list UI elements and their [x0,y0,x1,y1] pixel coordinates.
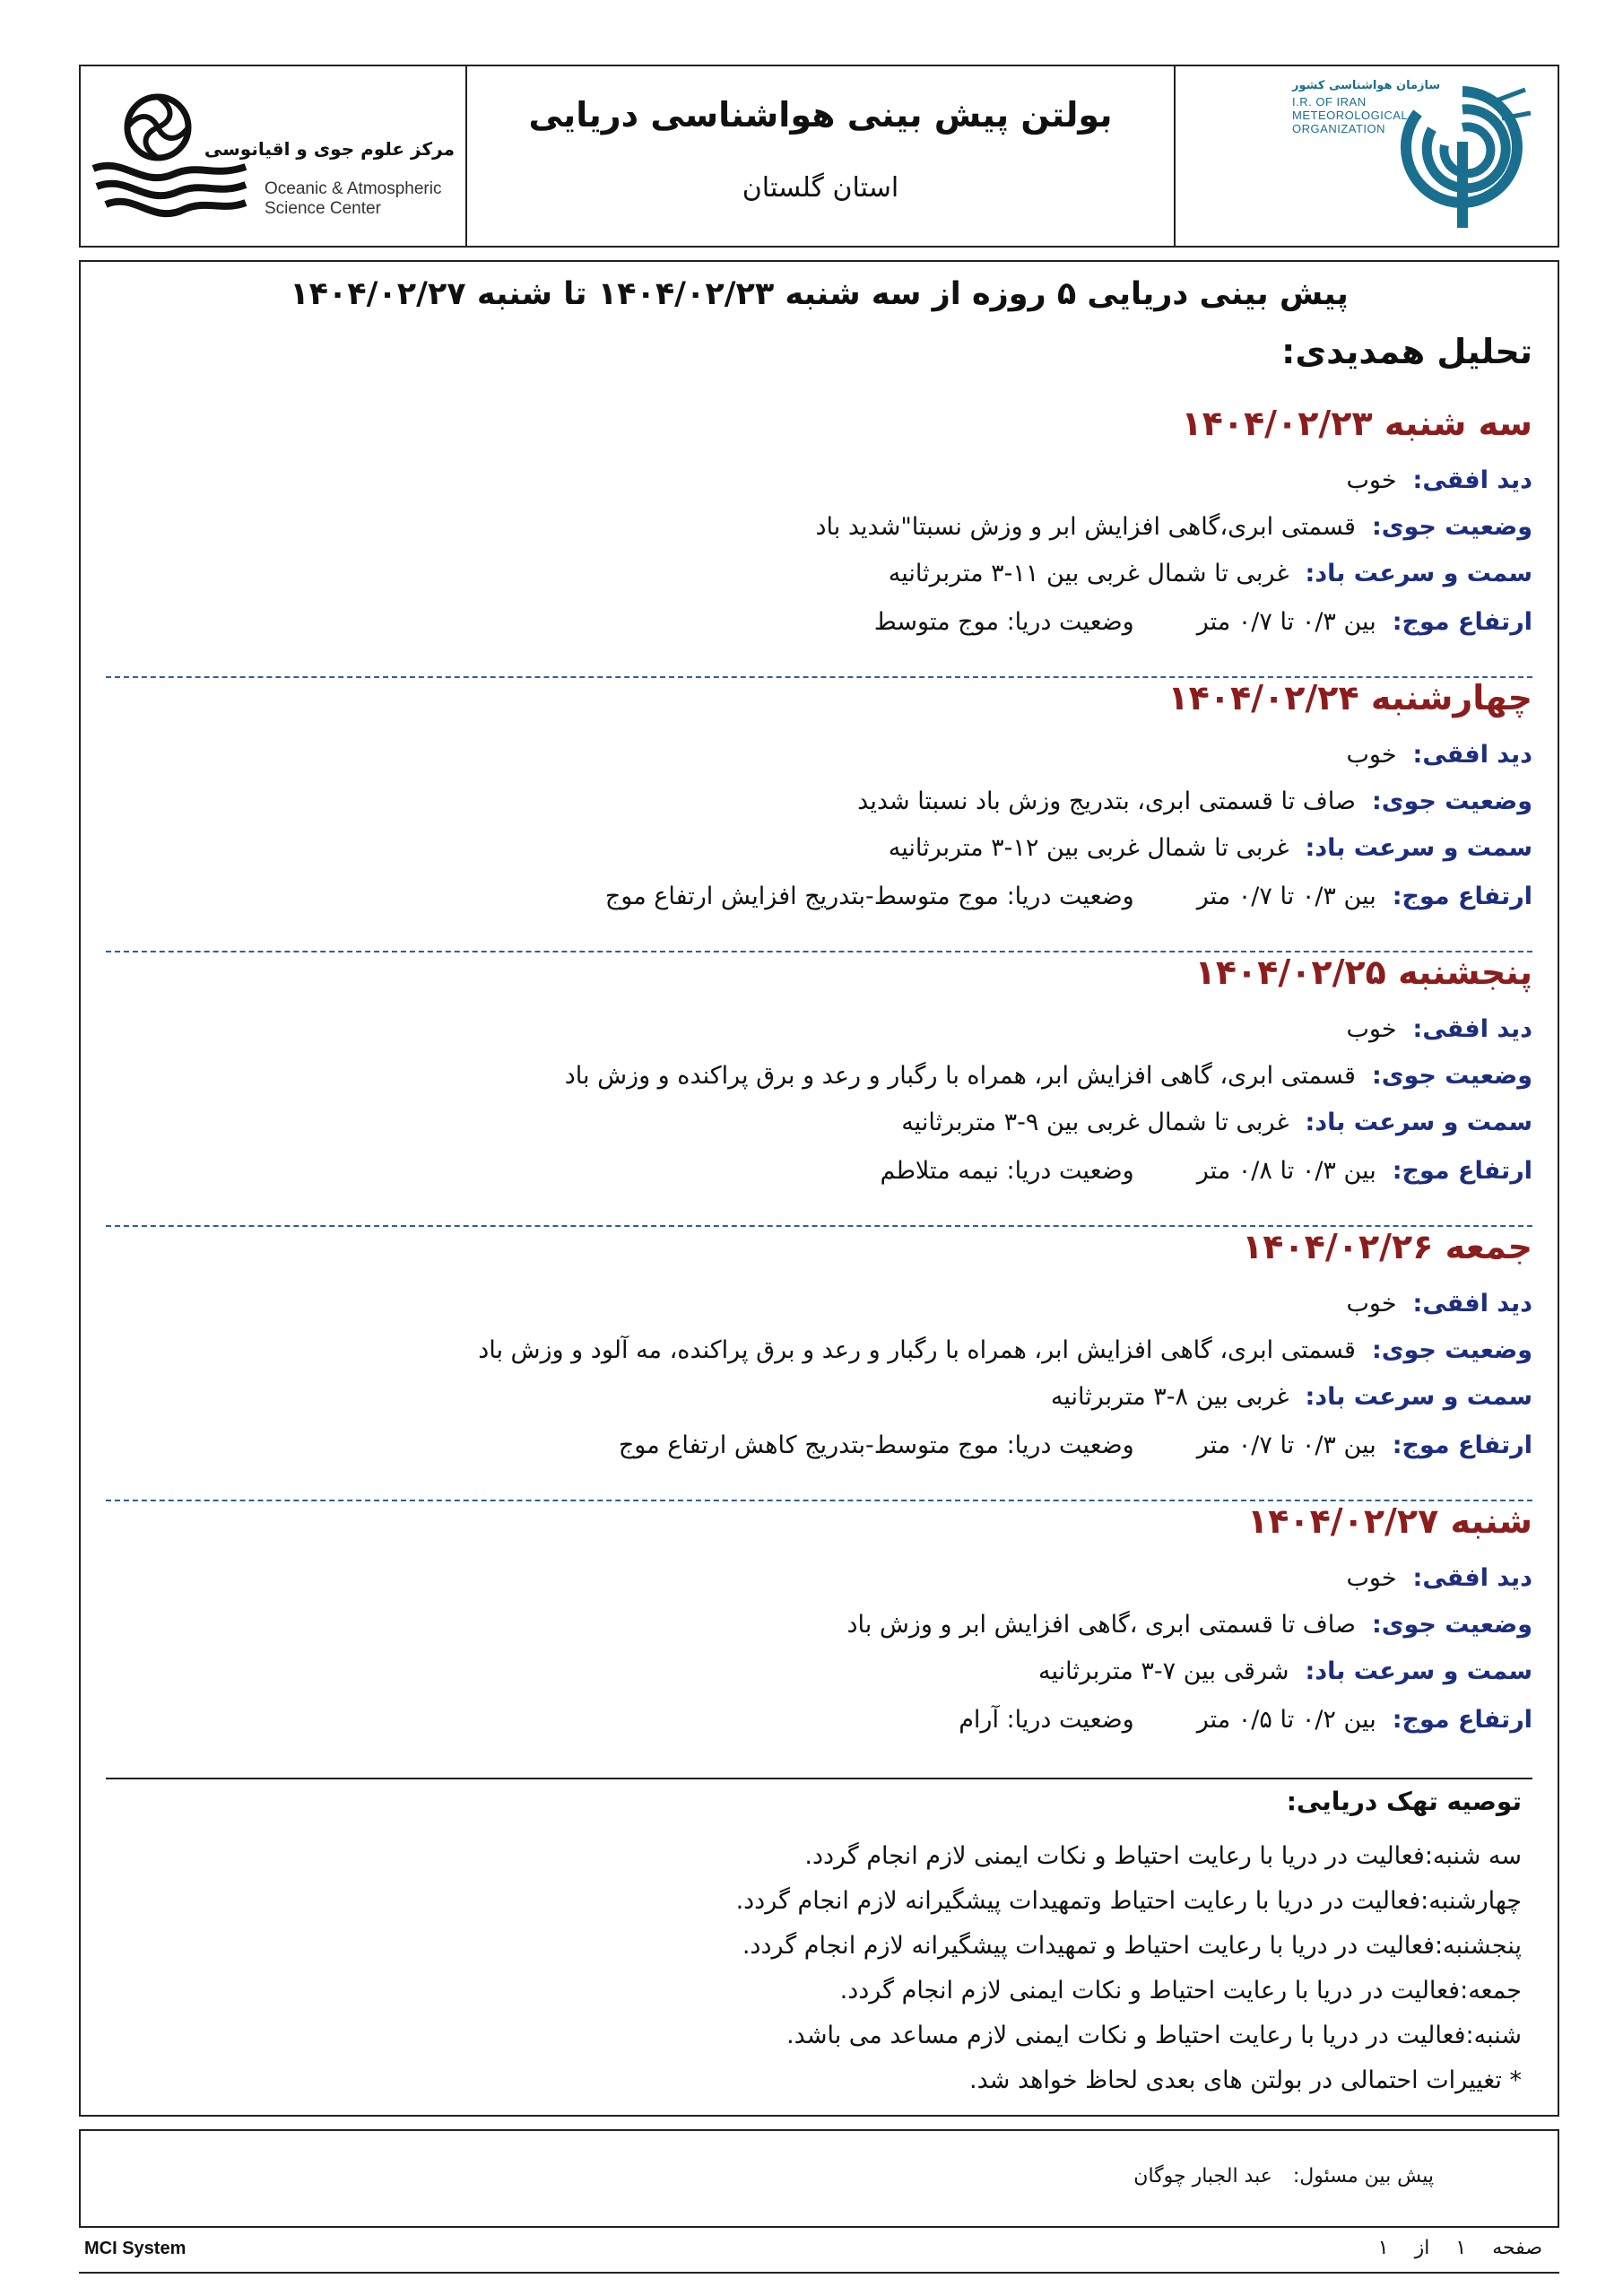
wave-label: ارتفاع موج: [1392,1431,1532,1459]
weather-label: وضعیت جوی: [1371,1611,1532,1639]
forecaster-line [1133,2165,1434,2187]
wind-label: سمت و سرعت باد: [1305,1109,1532,1136]
day-block [106,1227,1532,1501]
wave-row [874,608,1532,636]
right-logo-name-en-line2: METEOROLOGICAL [1292,109,1409,122]
wave-value: بین ۰/۳ تا ۰/۷ متر [1196,1431,1376,1459]
day-title: پنجشنبه ۱۴۰۴/۰۲/۲۵ [1194,952,1532,992]
visibility-row [1346,466,1532,494]
left-logo-name-en-line1: Oceanic & Atmospheric [265,179,442,198]
weather-value: قسمتی ابری،گاهی افزایش ابر و وزش نسبتا"شدید باد [815,513,1356,541]
visibility-value: خوب [1346,1015,1397,1043]
weather-row [857,787,1532,815]
visibility-value: خوب [1346,741,1397,769]
weather-value: صاف تا قسمتی ابری، بتدریج وزش باد نسبتا شدید [857,787,1356,815]
left-logo-name-fa: مرکز علوم جوی و اقیانوسی [204,138,455,160]
visibility-value: خوب [1346,466,1397,494]
visibility-row [1346,741,1532,769]
page-number: ۱ [1455,2237,1467,2259]
forecaster-name: عبد الجبار چوگان [1133,2165,1272,2187]
synoptic-analysis-heading: تحلیل همدیدی: [1281,332,1532,371]
sea-state-value: وضعیت دریا: موج متوسط-بتدریج کاهش ارتفاع موج [618,1431,1134,1459]
advisory-line: سه شنبه:فعالیت در دریا با رعایت احتیاط و نکات ایمنی لازم انجام گردد. [804,1842,1522,1870]
visibility-label: دید افقی: [1412,466,1532,494]
wave-row [619,1431,1532,1459]
wind-value: غربی تا شمال غربی بین ۱۱-۳ متربرثانیه [888,560,1289,587]
weather-label: وضعیت جوی: [1371,787,1532,815]
weather-value: قسمتی ابری، گاهی افزایش ابر، همراه با رگبار و رعد و برق پراکنده و وزش باد [564,1062,1356,1090]
advisory-heading: توصیه تهک دریایی: [1286,1787,1522,1816]
wave-label: ارتفاع موج: [1392,883,1532,910]
visibility-row [1346,1290,1532,1318]
wind-row [889,834,1532,862]
right-logo-name-en-line3: ORGANIZATION [1292,122,1386,135]
sea-state-value: وضعیت دریا: موج متوسط [873,608,1134,636]
advisory-note: * تغییرات احتمالی در بولتن های بعدی لحاظ خواهد شد. [969,2066,1522,2094]
advisory-line: شنبه:فعالیت در دریا با رعایت احتیاط و نکات ایمنی لازم مساعد می باشد. [786,2022,1522,2049]
wind-value: غربی بین ۸-۳ متربرثانیه [1050,1383,1289,1411]
day-block [106,1501,1532,1776]
wave-row [605,883,1532,910]
wind-label: سمت و سرعت باد: [1305,834,1532,862]
title-cell [465,66,1174,246]
oceanic-atmospheric-logo [81,66,465,246]
weather-row [565,1062,1532,1090]
page-indicator [1358,2237,1542,2259]
bulletin-title: بولتن پیش بینی هواشناسی دریایی [528,95,1113,135]
system-name: MCI System [84,2239,187,2258]
day-block [106,678,1532,952]
weather-value: صاف تا قسمتی ابری ،گاهی افزایش ابر و وزش باد [846,1611,1356,1639]
day-title: سه شنبه ۱۴۰۴/۰۲/۲۳ [1181,404,1532,443]
wind-row [1051,1383,1532,1411]
wave-value: بین ۰/۳ تا ۰/۸ متر [1196,1157,1376,1185]
day-title: جمعه ۱۴۰۴/۰۲/۲۶ [1242,1227,1532,1266]
wave-label: ارتفاع موج: [1392,1157,1532,1185]
sea-state-value: وضعیت دریا: موج متوسط-بتدریج افزایش ارتفاع موج [604,883,1134,910]
advisory-divider [106,1778,1532,1779]
advisory-line: جمعه:فعالیت در دریا با رعایت احتیاط و نکات ایمنی لازم انجام گردد. [839,1977,1522,2005]
province-name: استان گلستان [742,172,899,204]
visibility-row [1346,1564,1532,1592]
forecast-body [79,260,1559,2117]
wave-row [880,1157,1532,1185]
left-logo-name-en [265,179,441,219]
wave-value: بین ۰/۲ تا ۰/۵ متر [1196,1706,1376,1734]
wind-label: سمت و سرعت باد: [1305,1657,1532,1685]
weather-label: وضعیت جوی: [1371,1336,1532,1364]
wind-row [901,1109,1532,1136]
weather-row [478,1336,1532,1364]
weather-row [816,513,1532,541]
meteorological-emblem-icon [1391,74,1534,244]
visibility-row [1346,1015,1532,1043]
sea-state-value: وضعیت دریا: نیمه متلاطم [880,1157,1134,1185]
day-title: شنبه ۱۴۰۴/۰۲/۲۷ [1247,1501,1532,1541]
wave-value: بین ۰/۳ تا ۰/۷ متر [1196,608,1376,636]
wave-value: بین ۰/۳ تا ۰/۷ متر [1196,883,1376,910]
visibility-value: خوب [1346,1564,1397,1592]
wind-value: غربی تا شمال غربی بین ۱۲-۳ متربرثانیه [888,834,1289,862]
visibility-label: دید افقی: [1412,1015,1532,1043]
visibility-label: دید افقی: [1412,1290,1532,1318]
wind-value: غربی تا شمال غربی بین ۹-۳ متربرثانیه [901,1109,1289,1136]
wind-row [889,560,1532,587]
wave-label: ارتفاع موج: [1392,1706,1532,1734]
right-logo-name-en-line1: I.R. OF IRAN [1292,95,1367,109]
visibility-label: دید افقی: [1412,741,1532,769]
wind-value: شرقی بین ۷-۳ متربرثانیه [1037,1657,1289,1685]
header-box [79,65,1559,248]
weather-label: وضعیت جوی: [1371,1062,1532,1090]
visibility-value: خوب [1346,1290,1397,1318]
page-word: صفحه [1492,2237,1542,2259]
forecaster-label: پیش بین مسئول: [1292,2165,1434,2187]
wind-label: سمت و سرعت باد: [1305,1383,1532,1411]
wave-label: ارتفاع موج: [1392,608,1532,636]
day-block [106,952,1532,1227]
day-title: چهارشنبه ۱۴۰۴/۰۲/۲۴ [1167,678,1532,718]
visibility-label: دید افقی: [1412,1564,1532,1592]
wind-row [1038,1657,1532,1685]
day-block [106,404,1532,678]
forecaster-box [79,2129,1559,2228]
advisory-line: پنجشنبه:فعالیت در دریا با رعایت احتیاط و تمهیدات پیشگیرانه لازم انجام گردد. [742,1932,1522,1960]
right-logo-name-fa: سازمان هواشناسی کشور [1292,79,1441,92]
left-logo-name-en-line2: Science Center [265,199,381,218]
wind-label: سمت و سرعت باد: [1305,560,1532,587]
forecast-period-title: پیش بینی دریایی ۵ روزه از سه شنبه ۱۴۰۴/۰۲/۲۳ تا شنبه ۱۴۰۴/۰۲/۲۷ [290,276,1349,312]
advisory-line: چهارشنبه:فعالیت در دریا با رعایت احتیاط وتمهیدات پیشگیرانه لازم انجام گردد. [735,1887,1522,1915]
footer-divider [79,2272,1559,2274]
weather-value: قسمتی ابری، گاهی افزایش ابر، همراه با رگبار و رعد و برق پراکنده، مه آلود و وزش باد [478,1336,1356,1364]
weather-row [846,1611,1532,1639]
of-word: از [1414,2237,1430,2259]
page-total: ۱ [1377,2237,1389,2259]
weather-label: وضعیت جوی: [1371,513,1532,541]
meteorological-organization-logo [1174,66,1558,246]
wave-row [959,1706,1532,1734]
sea-state-value: وضعیت دریا: آرام [959,1706,1134,1734]
